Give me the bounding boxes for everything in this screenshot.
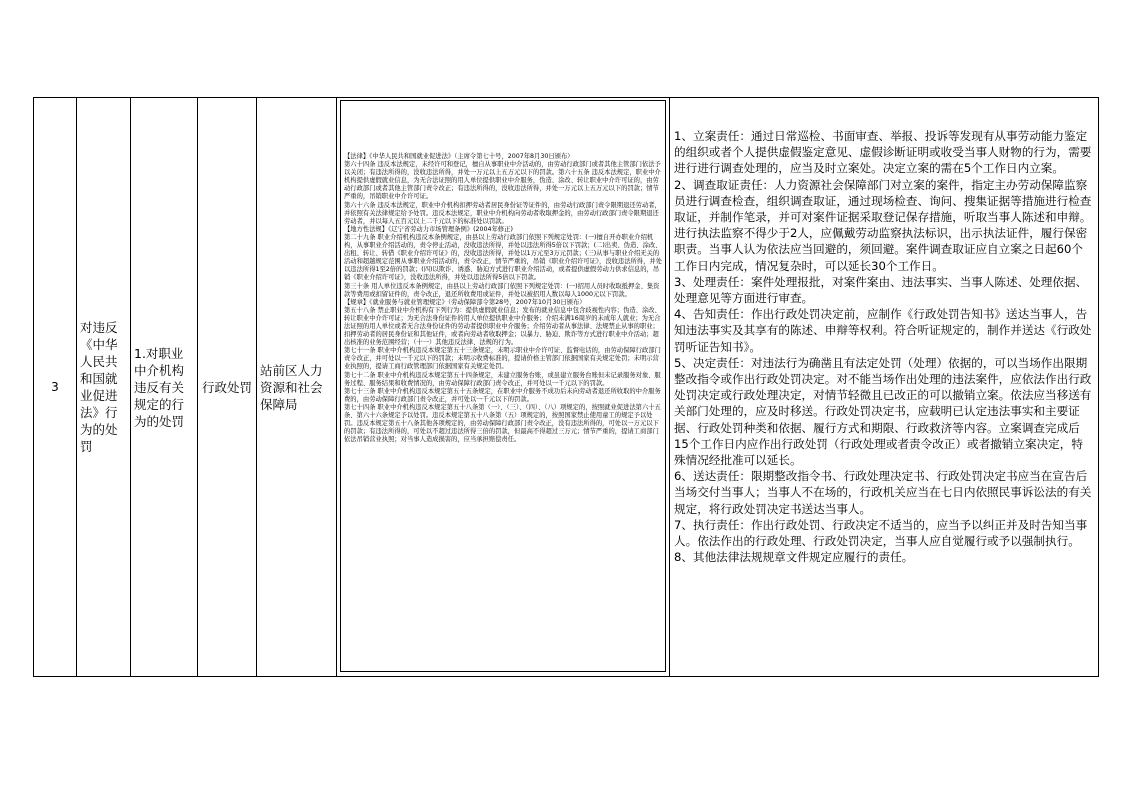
basis-paragraph: 第七十三条 职业中介机构违反本规定第五十五条规定，在职业中介服务不成功后未向劳动者退还所收取的中介服务费的，由劳动保障行政部门责令改正，并可处以一千元以下的罚款。	[344, 387, 661, 403]
responsibility-cell	[670, 98, 1099, 677]
basis-paragraph: 【规章】《就业服务与就业管理规定》（劳动保障部令第28号，2007年10月30日颁布）	[344, 298, 586, 306]
table-row	[34, 98, 1099, 677]
department: 站前区人力资源和社会保障局	[257, 98, 337, 677]
responsibility-item: 8、其他法律法规规章文件规定应履行的责任。	[674, 550, 914, 565]
basis-paragraph: 第三十条 用人单位违反本条例规定，由县以上劳动行政部门依照下列规定处罚：(一)招用人员时收取抵押金、集资款等费用或扣留证件的，责令改正，退还所收费用或证件，并处以被招用人数以每人1000元以下罚款。	[344, 282, 660, 298]
responsibility-item: 4、告知责任：作出行政处罚决定前，应制作《行政处罚告知书》送达当事人，告知违法事实及其享有的陈述、申辩等权利。符合听证规定的，制作并送达《行政处罚听证告知书》。	[674, 307, 1092, 354]
legal-basis-box	[340, 100, 666, 672]
sub-item-name: 1.对职业中介机构违反有关规定的行为的处罚	[131, 98, 198, 677]
responsibility-item: 3、处理责任：案件处理报批，对案件案由、违法事实、当事人陈述、处理依据、处理意见等方面进行审查。	[674, 274, 1088, 306]
basis-paragraph: 第七十四条 职业中介机构违反本规定第五十八条第（一）、（三）、（四）、（八）项规定的，按照就业促进法第六十五条、第六十六条规定予以处罚。违反本规定第五十八条第（五）项规定的，按照国家禁止使用童工的规定予以处罚。违反本规定第五十八条其他各项规定的，由劳动保障行政部门责令改正，没有违法所得的，可处以一万元以下的罚款；有违法所得的，可处以不超过违法所得三倍的罚款，但最高不得超过三万元；情节严重的，提请工商部门依法吊销营业执照；对当事人造成损害的，应当承担赔偿责任。	[344, 403, 661, 444]
responsibility-item: 7、执行责任：作出行政处罚、行政决定不适当的，应当予以纠正并及时告知当事人。依法作出的行政处理、行政处罚决定，当事人应自觉履行或予以强制执行。	[674, 517, 1088, 549]
item-name: 对违反《中华人民共和国就业促进法》行为的处罚	[77, 98, 131, 677]
responsibility-item: 1、立案责任：通过日常巡检、书面审查、举报、投诉等发现有从事劳动能力鉴定的组织或者个人提供虚假鉴定意见、虚假诊断证明或收受当事人财物的行为，需要进行进行调查处理的，应当及时立案处。决定立案的需在5个工作日内立案。	[674, 129, 1092, 176]
basis-paragraph: 【法律】《中华人民共和国就业促进法》（主席令第七十号，2007年8月30日颁布）	[344, 153, 574, 160]
legal-basis-cell	[337, 98, 670, 677]
basis-paragraph: 第七十二条 职业中介机构违反本规定第五十四条规定，未建立服务台账，或虽建立服务台账但未记录服务对象、服务过程、服务结果和收费情况的，由劳动保障行政部门责令改正，并可处以一千元以下的罚款。	[344, 371, 661, 387]
basis-paragraph: 第二十九条 职业介绍机构违反本条例规定，由县以上劳动行政部门依照下列规定处罚：(一)擅自开办职业介绍机构，从事职业介绍活动的，责令停止活动，没收违法所得，并处以违法所得5倍以下罚款；(二)出卖、伪造、涂改、出租、转让、转借《职业介绍许可证》的，没收违法所得，并处以1万元至3万元罚款；(三)从事与职业介绍无关的活动和超越规定范围从事职业介绍活动的，责令改正，情节严重的，吊销《职业介绍许可证》，没收违法所得，并处以违法所得1至2倍的罚款；(四)以欺诈、诱惑、胁迫方式进行职业介绍活动，或者提供虚假劳动力供求信息的，吊销《职业介绍许可证》，没收违法所得，并处以违法所得5倍以下罚款。	[344, 233, 662, 282]
basis-paragraph: 第七十一条 职业中介机构违反本规定第五十三条规定，未明示职业中介许可证、监督电话的，由劳动保障行政部门责令改正，并可处以一千元以下的罚款；未明示收费标准的，提请价格主管部门依据国家有关规定处罚；未明示营业执照的，提请工商行政管理部门依据国家有关规定处罚。	[344, 347, 661, 371]
basis-paragraph: 【地方性法规】《辽宁省劳动力市场管理条例》(2004年修正)	[344, 225, 513, 233]
power-type: 行政处罚	[198, 98, 257, 677]
basis-paragraph: 第六十六条 违反本法规定，职业中介机构扣押劳动者居民身份证等证件的，由劳动行政部门责令限期退还劳动者，并依照有关法律规定给予处罚。违反本法规定，职业中介机构向劳动者收取押金的，由劳动行政部门责令限期退还劳动者，并以每人五百元以上二千元以下的标准处以罚款。	[344, 201, 661, 225]
basis-paragraph: 第六十四条 违反本法规定，未经许可和登记，擅自从事职业中介活动的，由劳动行政部门或者其他主管部门依法予以关闭；有违法所得的，没收违法所得，并处一万元以上五万元以下的罚款。第六十五条 违反本法规定，职业中介机构提供虚假就业信息，为无合法证照的用人单位提供职业中介服务，伪造、涂改、转让职业中介许可证的，由劳动行政部门或者其他主管部门责令改正；有违法所得的，没收违法所得，并处一万元以上五万元以下的罚款；情节严重的，吊销职业中介许可证。	[344, 161, 661, 201]
power-list-table	[33, 97, 1099, 677]
responsibility-item: 6、送达责任：限期整改指令书、行政处理决定书、行政处罚决定书应当在宣告后当场交付当事人；当事人不在场的，行政机关应当在七日内依照民事诉讼法的有关规定，将行政处罚决定书送达当事人。	[674, 469, 1092, 516]
basis-paragraph: 第五十八条 禁止职业中介机构有下列行为：提供虚假就业信息；发布的就业信息中包含歧视性内容；伪造、涂改、转让职业中介许可证；为无合法身份证件的用人单位提供职业中介服务；介绍未满16周岁的未成年人就业；为无合法证照的用人单位或者无合法身份证件的劳动者提供职业中介服务；介绍劳动者从事法律、法规禁止从事的职业；扣押劳动者的居民身份证和其他证件，或者向劳动者收取押金；以暴力、胁迫、欺诈等方式进行职业中介活动；超出核准的业务范围经营；（十一）其他违反法律、法规的行为。	[344, 306, 661, 347]
row-number: 3	[34, 98, 77, 677]
responsibility-item: 5、决定责任：对违法行为确凿且有法定处罚（处理）依据的，可以当场作出限期整改指令或作出行政处罚决定。对不能当场作出处理的违法案件，应依法作出行政处罚决定或行政处理决定，对情节轻微且已改正的可以撤销立案。依法应当移送有关部门处理的，应及时移送。行政处罚决定书，应载明已认定违法事实和主要证据、行政处罚种类和依据、履行方式和期限、行政救济等内容。立案调查完成后15个工作日内应作出行政处罚（行政处理或者责令改正）或者撤销立案决定，特殊情况经批准可以延长。	[674, 355, 1092, 468]
responsibility-item: 2、调查取证责任：人力资源社会保障部门对立案的案件，指定主办劳动保障监察员进行调查检查，组织调查取证，通过现场检查、询问、搜集证据等措施进行检查取证，并制作笔录，并可对案件证据采取登记保存措施，听取当事人陈述和申辩。进行执法监察不得少于2人，应佩戴劳动监察执法标识，出示执法证件，履行保密职责。当事人认为依法应当回避的，须回避。案件调查取证应自立案之日起60个工作日内完成，情况复杂时，可以延长30个工作日。	[674, 177, 1092, 273]
